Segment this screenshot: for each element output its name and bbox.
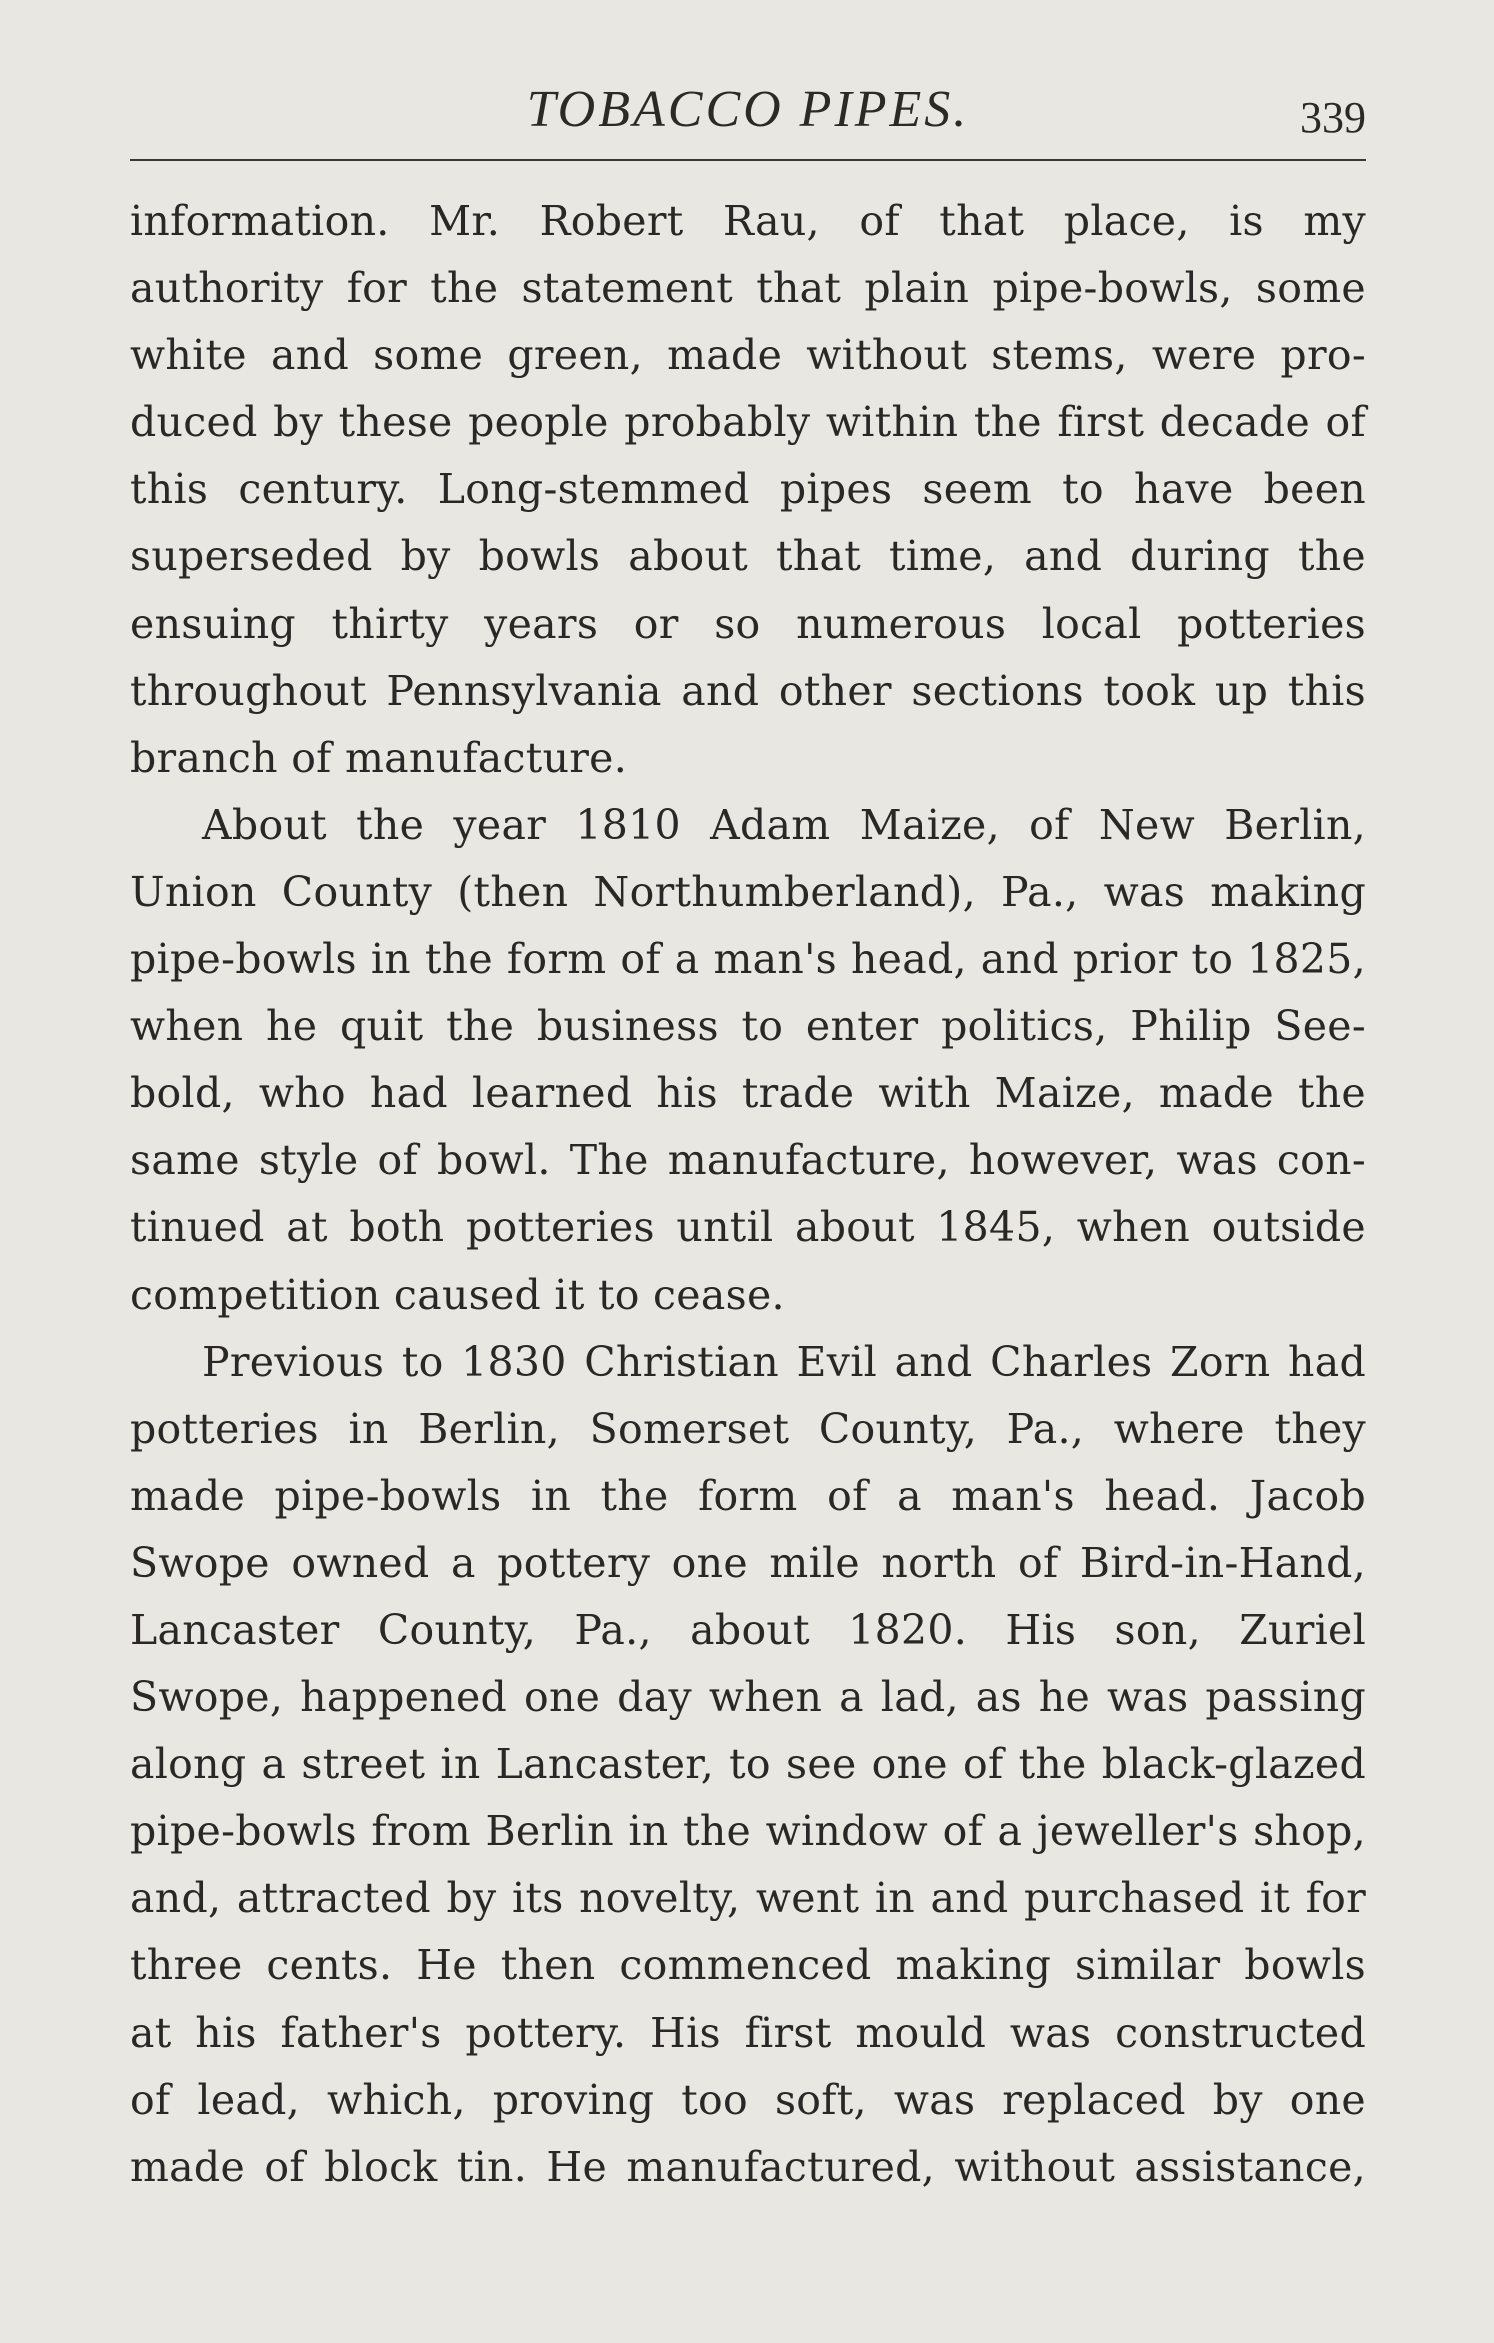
text-line: made pipe-bowls in the form of a man's head. Jacob: [130, 1471, 1366, 1520]
text-line: throughout Pennsylvania and other sections took up this: [130, 666, 1366, 715]
text-line: ensuing thirty years or so numerous local potteries: [130, 599, 1366, 648]
text-line: white and some green, made without stems, were pro-: [130, 331, 1366, 380]
text-line: along a street in Lancaster, to see one of the black-glazed: [130, 1740, 1366, 1789]
text-line: and, attracted by its novelty, went in and purchased it for: [130, 1874, 1366, 1923]
header-rule: [130, 159, 1366, 161]
text-line: information. Mr. Robert Rau, of that place, is my: [130, 197, 1366, 245]
page-number: 339: [1300, 93, 1366, 142]
text-line: same style of bowl. The manufacture, however, was con-: [130, 1136, 1366, 1185]
text-line: when he quit the business to enter politics, Philip See-: [130, 1002, 1366, 1051]
text-line: Union County (then Northumberland), Pa., was making: [130, 867, 1366, 916]
text-line: Previous to 1830 Christian Evil and Charles Zorn had: [202, 1337, 1366, 1386]
running-title: TOBACCO PIPES.: [526, 81, 970, 138]
text-line: superseded by bowls about that time, and during the: [130, 532, 1366, 581]
text-line: at his father's pottery. His first mould was constructed: [130, 2008, 1366, 2057]
text-line: pipe-bowls in the form of a man's head, and prior to 1825,: [130, 935, 1366, 984]
text-line: competition caused it to cease.: [130, 1270, 785, 1319]
text-line: About the year 1810 Adam Maize, of New Berlin,: [202, 800, 1366, 849]
body-text: [130, 188, 1366, 2201]
text-line: Swope, happened one day when a lad, as he was passing: [130, 1673, 1366, 1722]
text-line: made of block tin. He manufactured, without assistance,: [130, 2142, 1366, 2191]
text-line: three cents. He then commenced making similar bowls: [130, 1941, 1366, 1990]
text-line: branch of manufacture.: [130, 733, 628, 782]
text-line: authority for the statement that plain pipe-bowls, some: [130, 264, 1366, 313]
text-line: of lead, which, proving too soft, was replaced by one: [130, 2075, 1366, 2124]
running-head: [130, 80, 1366, 150]
text-line: pipe-bowls from Berlin in the window of a jeweller's shop,: [130, 1807, 1366, 1856]
text-line: duced by these people probably within the first decade of: [130, 398, 1366, 447]
text-line: Lancaster County, Pa., about 1820. His son, Zuriel: [130, 1605, 1366, 1654]
text-line: this century. Long-stemmed pipes seem to have been: [130, 465, 1366, 514]
text-line: bold, who had learned his trade with Maize, made the: [130, 1069, 1366, 1118]
text-line: potteries in Berlin, Somerset County, Pa., where they: [130, 1404, 1366, 1453]
text-line: tinued at both potteries until about 1845, when outside: [130, 1203, 1366, 1252]
text-line: Swope owned a pottery one mile north of Bird-in-Hand,: [130, 1538, 1366, 1587]
